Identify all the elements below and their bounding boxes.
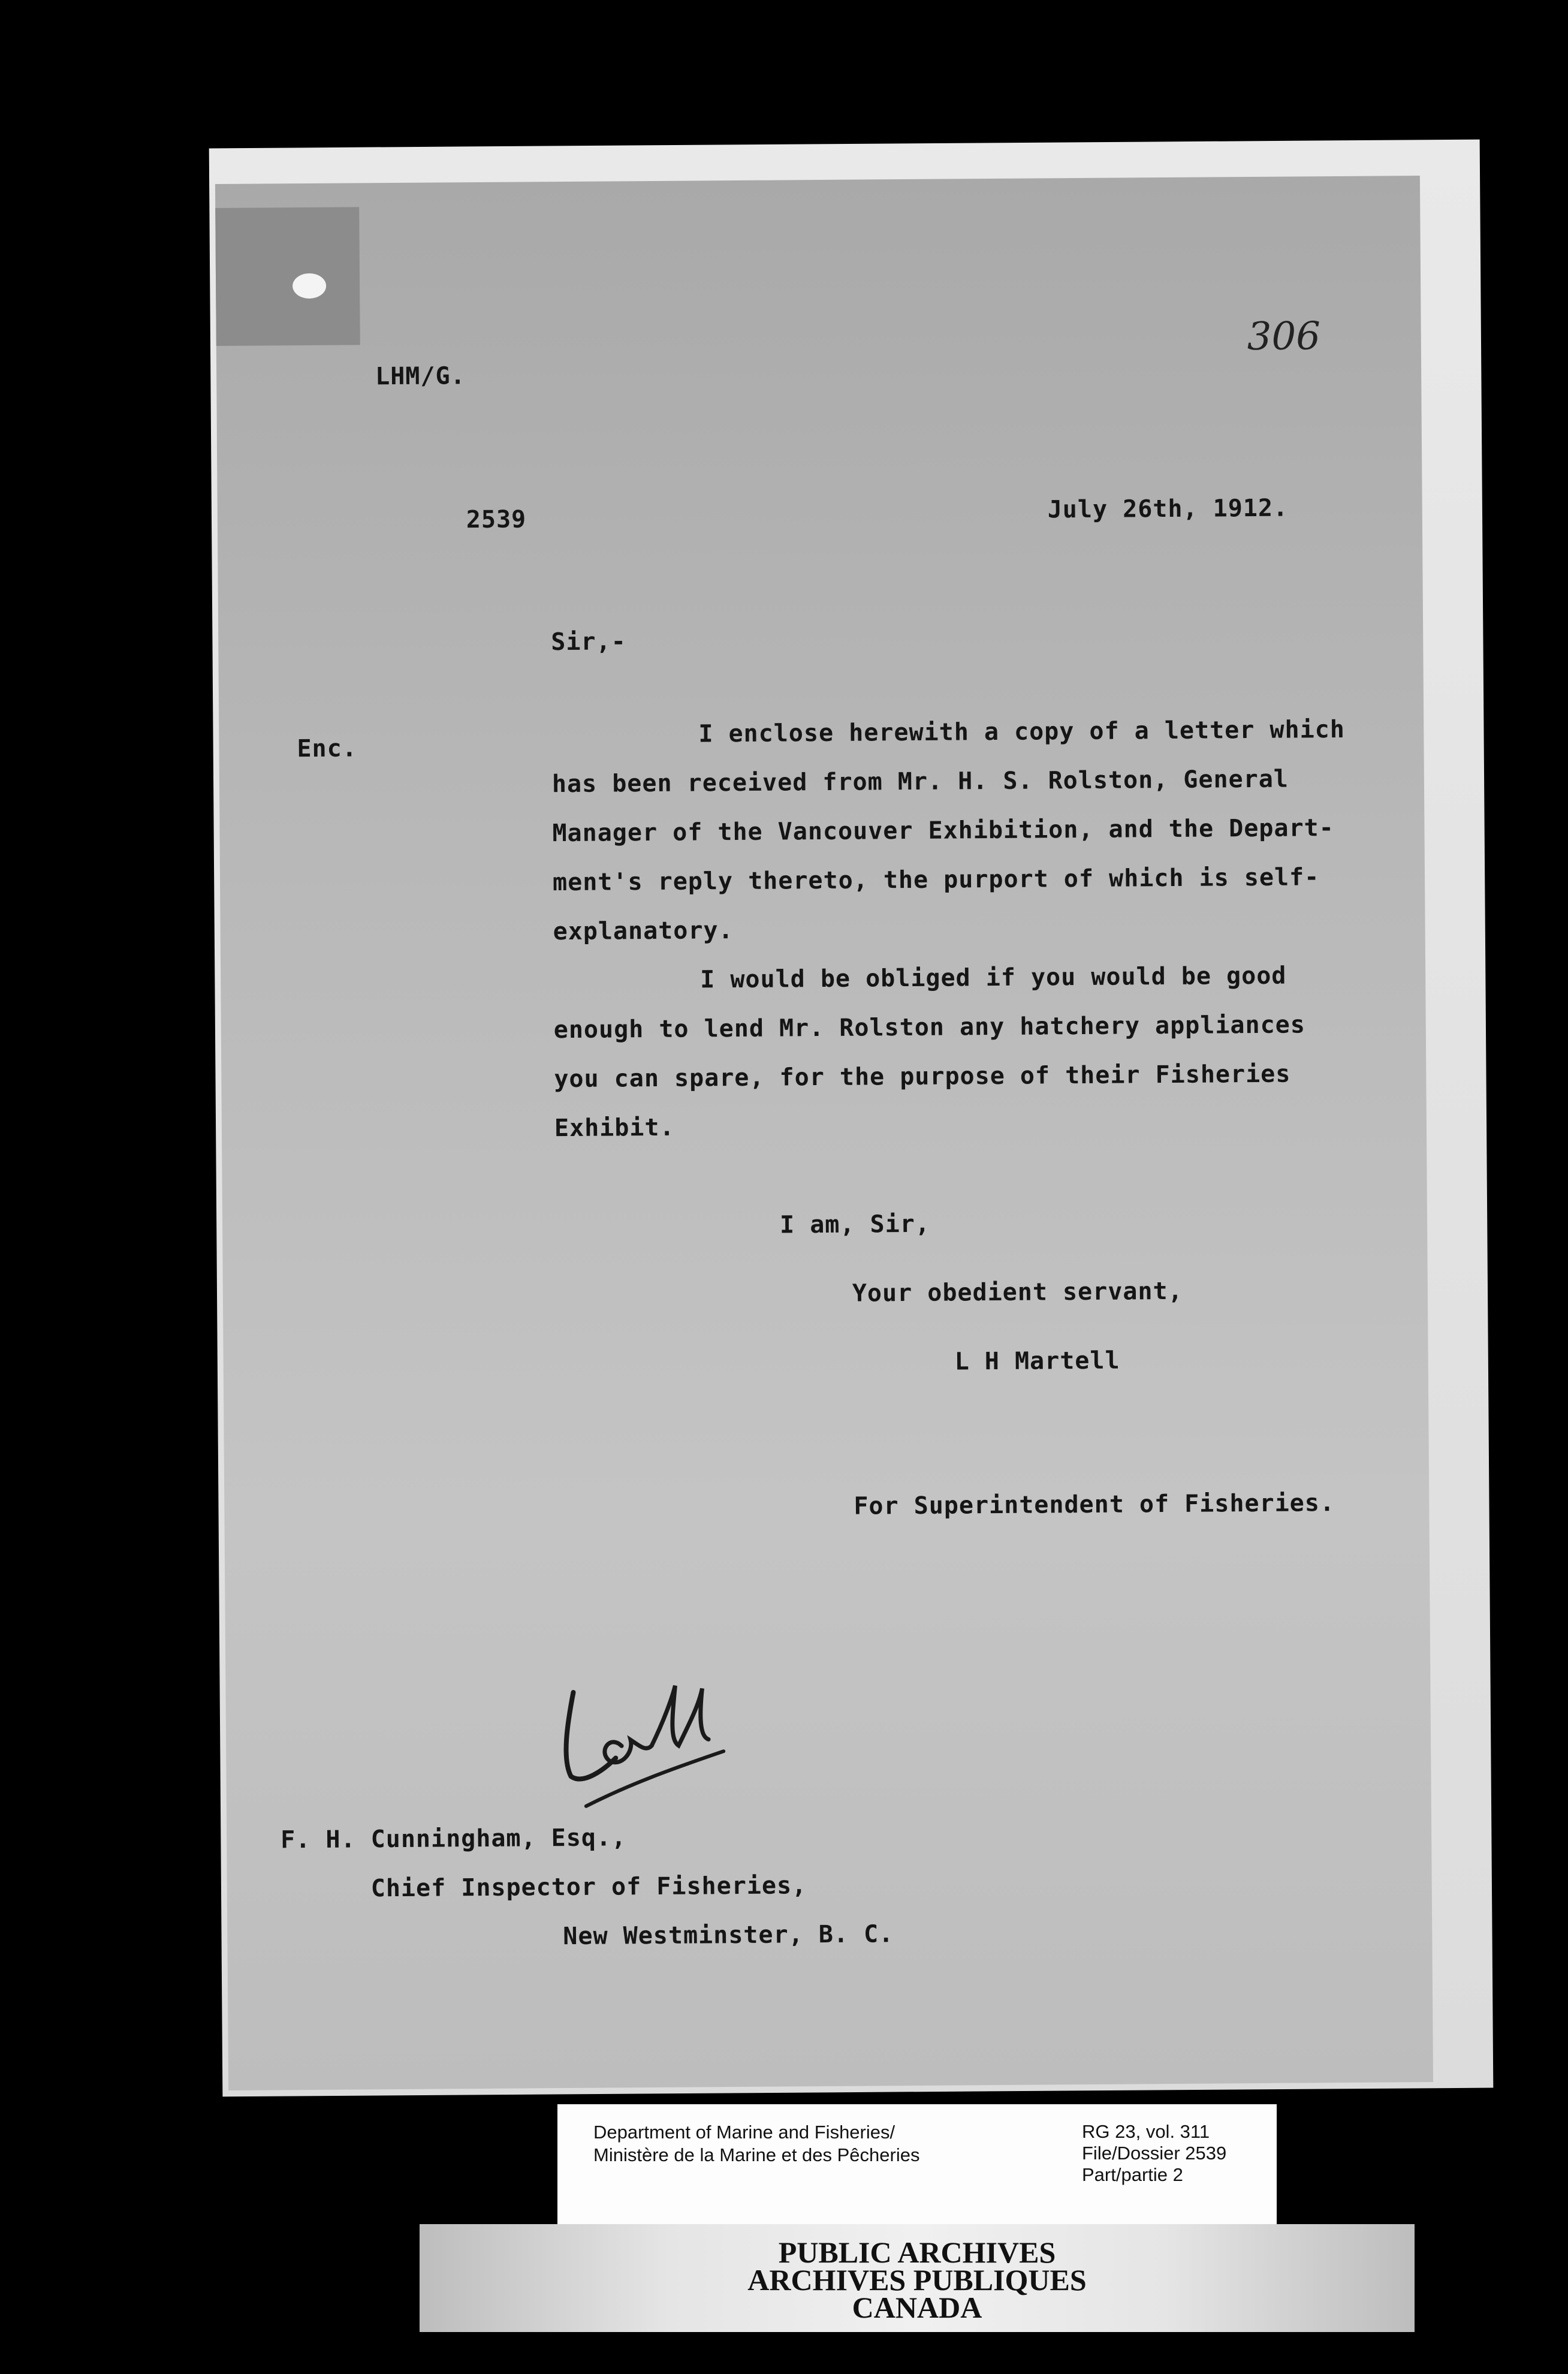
enclosure-note: Enc. (297, 734, 357, 763)
paragraph1-line: Manager of the Vancouver Exhibition, and the Depart- (552, 814, 1334, 848)
archive-caption (557, 2104, 1277, 2224)
caption-department (593, 2121, 919, 2167)
archives-stamp (420, 2224, 1415, 2332)
reference-code: LHM/G. (375, 362, 466, 391)
paragraph2-line: enough to lend Mr. Rolston any hatchery appliances (553, 1011, 1306, 1044)
addressee-location: New Westminster, B. C. (563, 1920, 894, 1951)
signer-title: For Superintendent of Fisheries. (854, 1489, 1335, 1520)
folio-number: 306 (1247, 314, 1321, 360)
addressee-title: Chief Inspector of Fisheries, (370, 1872, 807, 1903)
signer-name: L H Martell (954, 1346, 1120, 1376)
salutation: Sir,- (551, 628, 626, 656)
complimentary-close: Your obedient servant, (852, 1277, 1183, 1307)
closing: I am, Sir, (779, 1210, 931, 1239)
record-group: RG 23, vol. 311 (1082, 2121, 1210, 2142)
paragraph2-line: Exhibit. (554, 1113, 675, 1143)
paragraph1-line: explanatory. (553, 917, 734, 946)
stamp-line-french: ARCHIVES PUBLIQUES (747, 2263, 1087, 2297)
paragraph2-line: you can spare, for the purpose of their Fisheries (554, 1060, 1291, 1093)
paragraph1-line: ment's reply thereto, the purport of which is self- (552, 863, 1320, 897)
handwritten-initials-icon (549, 1655, 754, 1812)
part-partie: Part/partie 2 (1082, 2164, 1183, 2185)
file-number: 2539 (466, 505, 527, 534)
paragraph1-line: has been received from Mr. H. S. Rolston, General (551, 765, 1289, 799)
department-english: Department of Marine and Fisheries/ (593, 2122, 895, 2143)
stamp-line-english: PUBLIC ARCHIVES (778, 2236, 1056, 2269)
stamp-line-country: CANADA (852, 2291, 982, 2324)
file-dossier: File/Dossier 2539 (1082, 2143, 1227, 2164)
paragraph2-line: I would be obliged if you would be good (700, 962, 1287, 994)
department-french: Ministère de la Marine et des Pêcheries (593, 2144, 920, 2165)
letter-date: July 26th, 1912. (1047, 494, 1289, 524)
addressee-name: F. H. Cunningham, Esq., (281, 1824, 627, 1854)
paragraph1-line: I enclose herewith a copy of a letter which (698, 715, 1346, 748)
letter-page (215, 176, 1433, 2090)
corner-tab (215, 207, 360, 346)
caption-reference (1082, 2121, 1226, 2186)
punch-hole (293, 273, 326, 299)
